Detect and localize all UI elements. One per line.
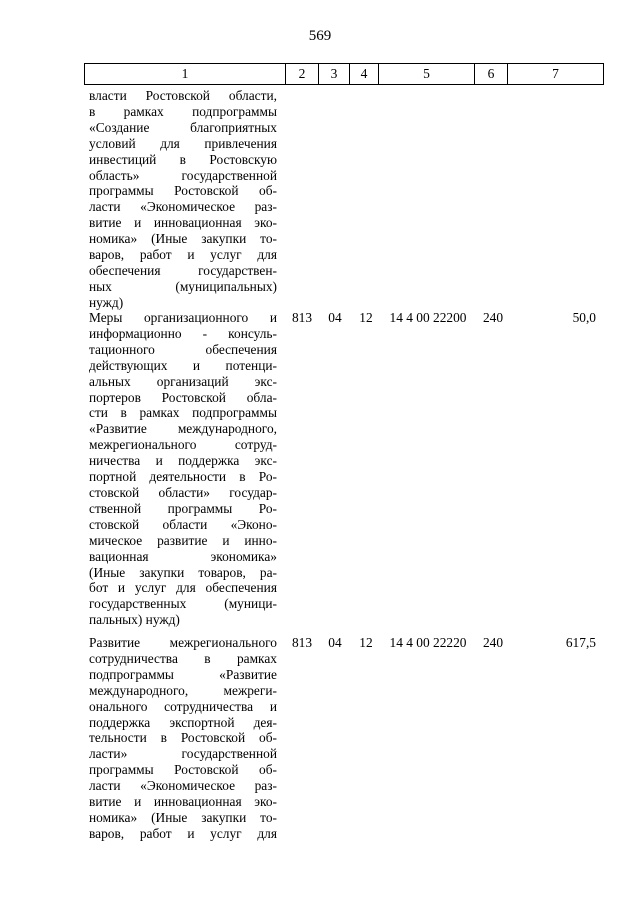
description-line: действующих и потенци- [89, 357, 277, 373]
row-description [89, 635, 277, 842]
description-line: витие и инновационная эко- [89, 794, 277, 810]
cell-target-article: 14 4 00 22220 [389, 635, 467, 650]
cell-ministry-code: 813 [291, 635, 313, 650]
description-line: ласти «Экономическое раз- [89, 778, 277, 794]
cell-expense-type: 240 [482, 635, 504, 650]
description-line: альных организаций экс- [89, 373, 277, 389]
description-line: мическое развитие и инно- [89, 532, 277, 548]
description-line: ных (муниципальных) [89, 278, 277, 294]
description-line: витие и инновационная эко- [89, 215, 277, 231]
description-line: пальных) нужд) [89, 612, 180, 628]
cell-target-article: 14 4 00 22200 [389, 310, 467, 325]
description-line: тельности в Ростовской об- [89, 730, 277, 746]
description-line: сти в рамках подпрограммы [89, 405, 277, 421]
description-line: номика» (Иные закупки то- [89, 809, 277, 825]
description-line: ласти» государственной [89, 746, 277, 762]
description-line: варов, работ и услуг для [89, 247, 277, 263]
description-line: варов, работ и услуг для [89, 825, 277, 841]
description-line: стовской области» государ- [89, 484, 277, 500]
cell-subsection: 12 [359, 310, 373, 325]
column-header-table [84, 63, 604, 85]
table-row [0, 310, 640, 635]
description-line: ничества и поддержка экс- [89, 453, 277, 469]
description-line: «Развитие международного, [89, 421, 277, 437]
description-line: портеров Ростовской обла- [89, 389, 277, 405]
column-header-5: 5 [379, 64, 475, 85]
description-line: поддержка экспортной дея- [89, 714, 277, 730]
column-header-row [85, 64, 604, 85]
column-header-2: 2 [286, 64, 319, 85]
description-line: онального сотрудничества и [89, 698, 277, 714]
description-line: в рамках подпрограммы [89, 103, 277, 119]
table-row [0, 635, 640, 845]
cell-section: 04 [328, 310, 342, 325]
column-header-4: 4 [350, 64, 379, 85]
table-row [0, 88, 640, 310]
description-line: ственной программы Ро- [89, 500, 277, 516]
description-line: инвестиций в Ростовскую [89, 151, 277, 167]
cell-section: 04 [328, 635, 342, 650]
description-line: вационная экономика» [89, 548, 277, 564]
cell-expense-type: 240 [482, 310, 504, 325]
description-line: условий для привлечения [89, 135, 277, 151]
description-line: подпрограммы «Развитие [89, 666, 277, 682]
description-line: тационного обеспечения [89, 341, 277, 357]
description-line: стовской области «Эконо- [89, 516, 277, 532]
description-line: Развитие межрегионального [89, 635, 277, 650]
description-line: (Иные закупки товаров, ра- [89, 564, 277, 580]
description-line: нужд) [89, 294, 124, 310]
column-header-7: 7 [508, 64, 604, 85]
description-line: информационно - консуль- [89, 325, 277, 341]
description-line: власти Ростовской области, [89, 88, 277, 103]
cell-ministry-code: 813 [291, 310, 313, 325]
description-line: сотрудничества в рамках [89, 650, 277, 666]
table-body [0, 88, 640, 845]
description-line: программы Ростовской об- [89, 762, 277, 778]
description-line: государственных (муници- [89, 596, 277, 612]
description-line: портной деятельности в Ро- [89, 469, 277, 485]
description-line: бот и услуг для обеспечения [89, 580, 277, 596]
cell-subsection: 12 [359, 635, 373, 650]
cell-amount: 50,0 [572, 310, 596, 325]
description-line: программы Ростовской об- [89, 183, 277, 199]
description-line: ласти «Экономическое раз- [89, 199, 277, 215]
column-header-3: 3 [319, 64, 350, 85]
description-line: обеспечения государствен- [89, 262, 277, 278]
cell-amount: 617,5 [565, 635, 596, 650]
page-number: 569 [308, 28, 332, 44]
column-header-1: 1 [85, 64, 286, 85]
description-line: «Создание благоприятных [89, 119, 277, 135]
description-line: Меры организационного и [89, 310, 277, 325]
description-line: межрегионального сотруд- [89, 437, 277, 453]
row-description [89, 88, 277, 311]
description-line: номика» (Иные закупки то- [89, 231, 277, 247]
description-line: область» государственной [89, 167, 277, 183]
description-line: международного, межреги- [89, 682, 277, 698]
column-header-6: 6 [475, 64, 508, 85]
row-description [89, 310, 277, 628]
